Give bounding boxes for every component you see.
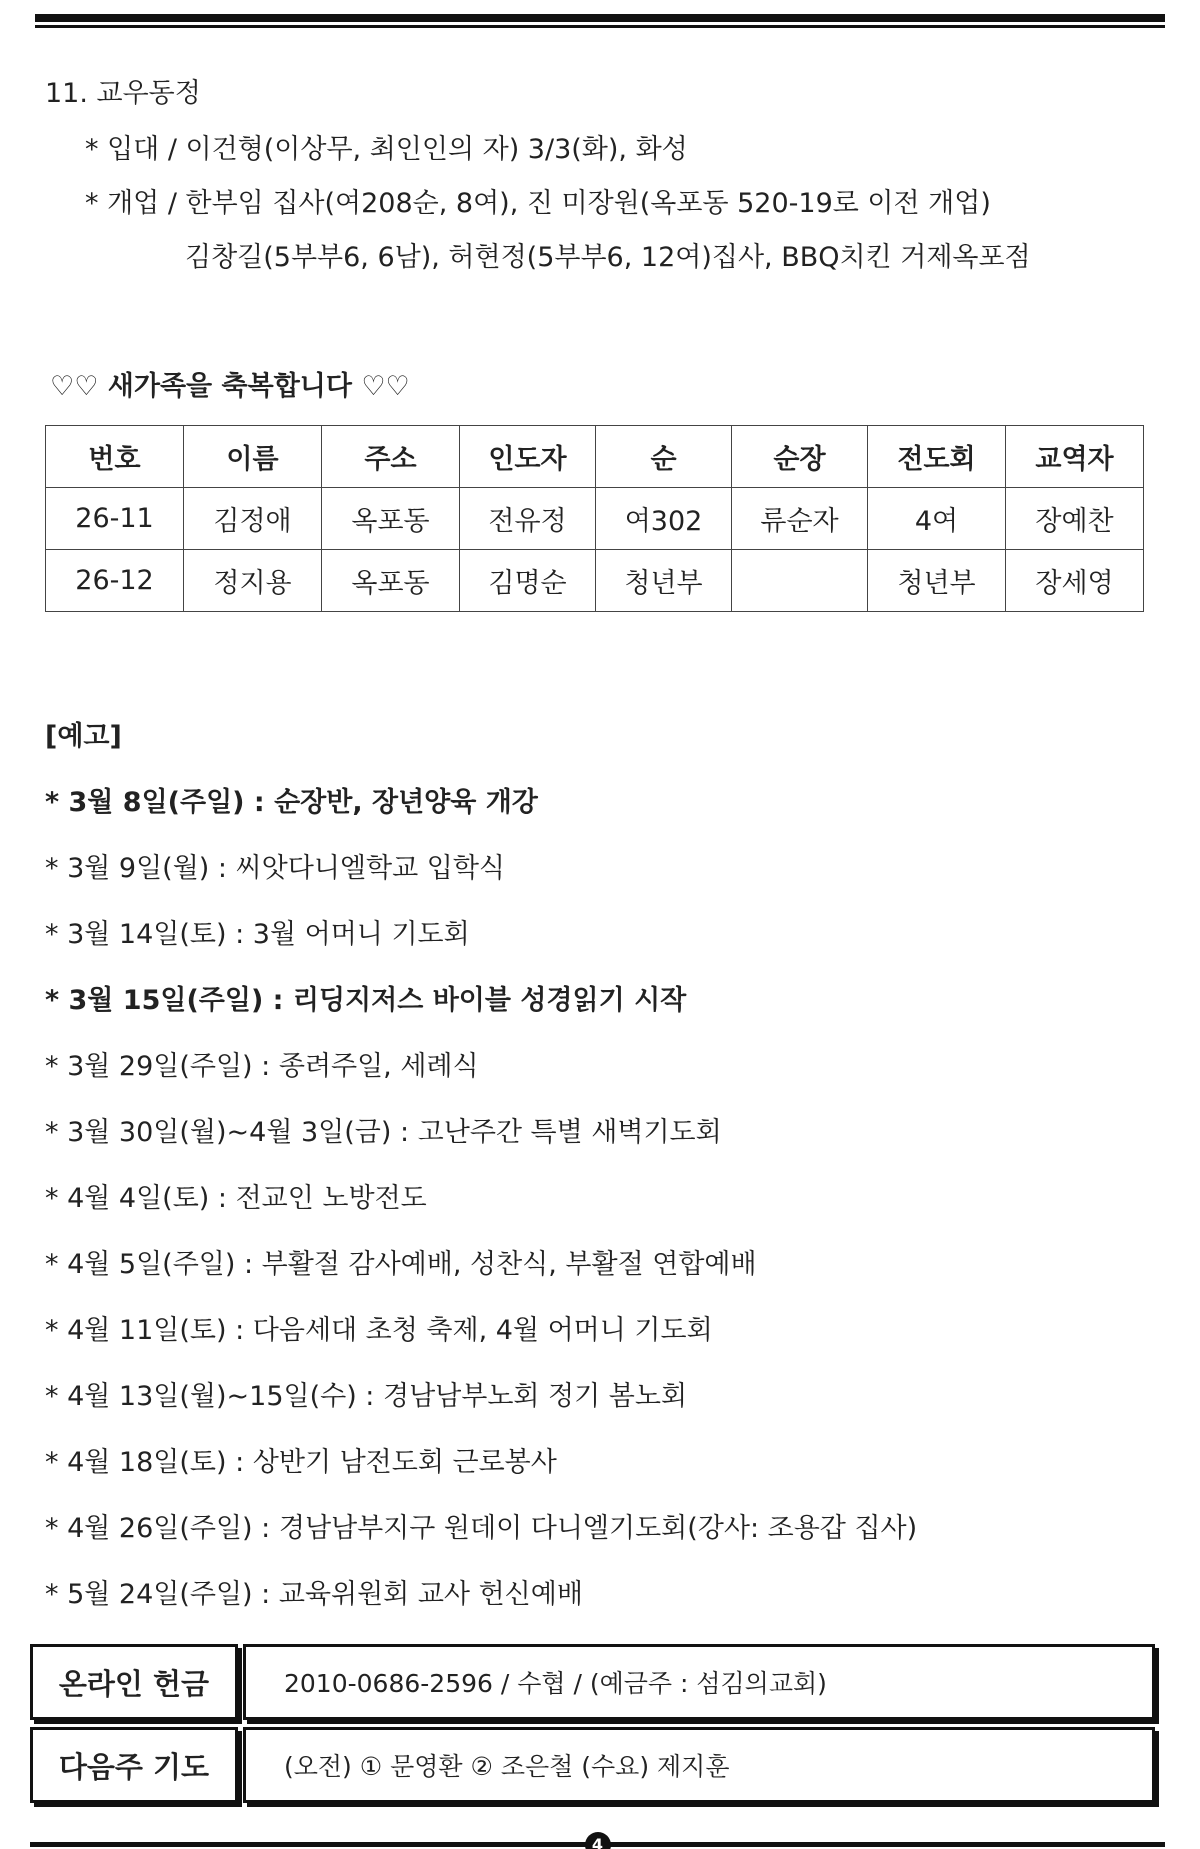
notice-item: * 4월 13일(월)~15일(수) : 경남남부노회 정기 봄노회 (45, 1381, 688, 1412)
notice-item: * 4월 11일(토) : 다음세대 초청 축제, 4월 어머니 기도회 (45, 1315, 713, 1346)
table-cell: 청년부 (596, 550, 732, 612)
table-header-row (46, 426, 1144, 488)
news-item-opening-cont: 김창길(5부부6, 6남), 허현정(5부부6, 12여)집사, BBQ치킨 거제옥포점 (185, 242, 1031, 273)
notice-item: * 3월 9일(월) : 씨앗다니엘학교 입학식 (45, 853, 505, 884)
table-cell: 4여 (868, 488, 1006, 550)
next-week-prayer-box (30, 1727, 1160, 1805)
table-cell: 류순자 (732, 488, 868, 550)
notice-item: * 4월 4일(토) : 전교인 노방전도 (45, 1183, 427, 1214)
header-cell: 순장 (732, 426, 868, 488)
table-row (46, 550, 1144, 612)
table-cell: 옥포동 (322, 488, 460, 550)
notice-item: * 4월 26일(주일) : 경남남부지구 원데이 다니엘기도회(강사: 조용갑 집사) (45, 1513, 918, 1544)
notice-item: * 3월 15일(주일) : 리딩지저스 바이블 성경읽기 시작 (45, 985, 687, 1016)
header-cell: 인도자 (460, 426, 596, 488)
table-cell: 장예찬 (1006, 488, 1144, 550)
news-item-opening: * 개업 / 한부임 집사(여208순, 8여), 진 미장원(옥포동 520-19로 이전 개업) (85, 188, 991, 219)
table-cell: 김정애 (184, 488, 322, 550)
online-offering-label: 온라인 헌금 (30, 1644, 238, 1720)
table-cell: 전유정 (460, 488, 596, 550)
header-cell: 번호 (46, 426, 184, 488)
notice-item: * 3월 14일(토) : 3월 어머니 기도회 (45, 919, 470, 950)
section-title: 11. 교우동정 (45, 78, 201, 109)
table-cell: 옥포동 (322, 550, 460, 612)
table-cell: 여302 (596, 488, 732, 550)
new-family-title: ♡♡ 새가족을 축복합니다 ♡♡ (50, 371, 410, 402)
table-cell (732, 550, 868, 612)
header-cell: 순 (596, 426, 732, 488)
online-offering-box (30, 1644, 1160, 1722)
notice-title: [예고] (45, 721, 122, 752)
notice-item: * 3월 30일(월)~4월 3일(금) : 고난주간 특별 새벽기도회 (45, 1117, 722, 1148)
header-cell: 주소 (322, 426, 460, 488)
table-cell: 청년부 (868, 550, 1006, 612)
header-cell: 교역자 (1006, 426, 1144, 488)
notice-item: * 3월 8일(주일) : 순장반, 장년양육 개강 (45, 787, 538, 818)
table-cell: 장세영 (1006, 550, 1144, 612)
notice-item: * 4월 5일(주일) : 부활절 감사예배, 성찬식, 부활절 연합예배 (45, 1249, 757, 1280)
table-cell: 26-12 (46, 550, 184, 612)
notice-item: * 3월 29일(주일) : 종려주일, 세례식 (45, 1051, 479, 1082)
header-cell: 이름 (184, 426, 322, 488)
next-week-prayer-label: 다음주 기도 (30, 1727, 238, 1803)
notice-item: * 4월 18일(토) : 상반기 남전도회 근로봉사 (45, 1447, 557, 1478)
table-cell: 26-11 (46, 488, 184, 550)
table-cell: 정지용 (184, 550, 322, 612)
online-offering-account: 2010-0686-2596 / 수협 / (예금주 : 섬김의교회) (243, 1644, 1155, 1720)
header-cell: 전도회 (868, 426, 1006, 488)
notice-item: * 5월 24일(주일) : 교육위원회 교사 헌신예배 (45, 1579, 583, 1610)
next-week-prayer-names: (오전) ① 문영환 ② 조은철 (수요) 제지훈 (243, 1727, 1155, 1803)
table-row (46, 488, 1144, 550)
new-family-table (45, 425, 1144, 612)
bottom-rule (30, 1835, 1165, 1849)
page-number: 4 (585, 1832, 611, 1849)
top-rule (35, 14, 1165, 30)
table-cell: 김명순 (460, 550, 596, 612)
news-item-enlistment: * 입대 / 이건형(이상무, 최인인의 자) 3/3(화), 화성 (85, 134, 688, 165)
